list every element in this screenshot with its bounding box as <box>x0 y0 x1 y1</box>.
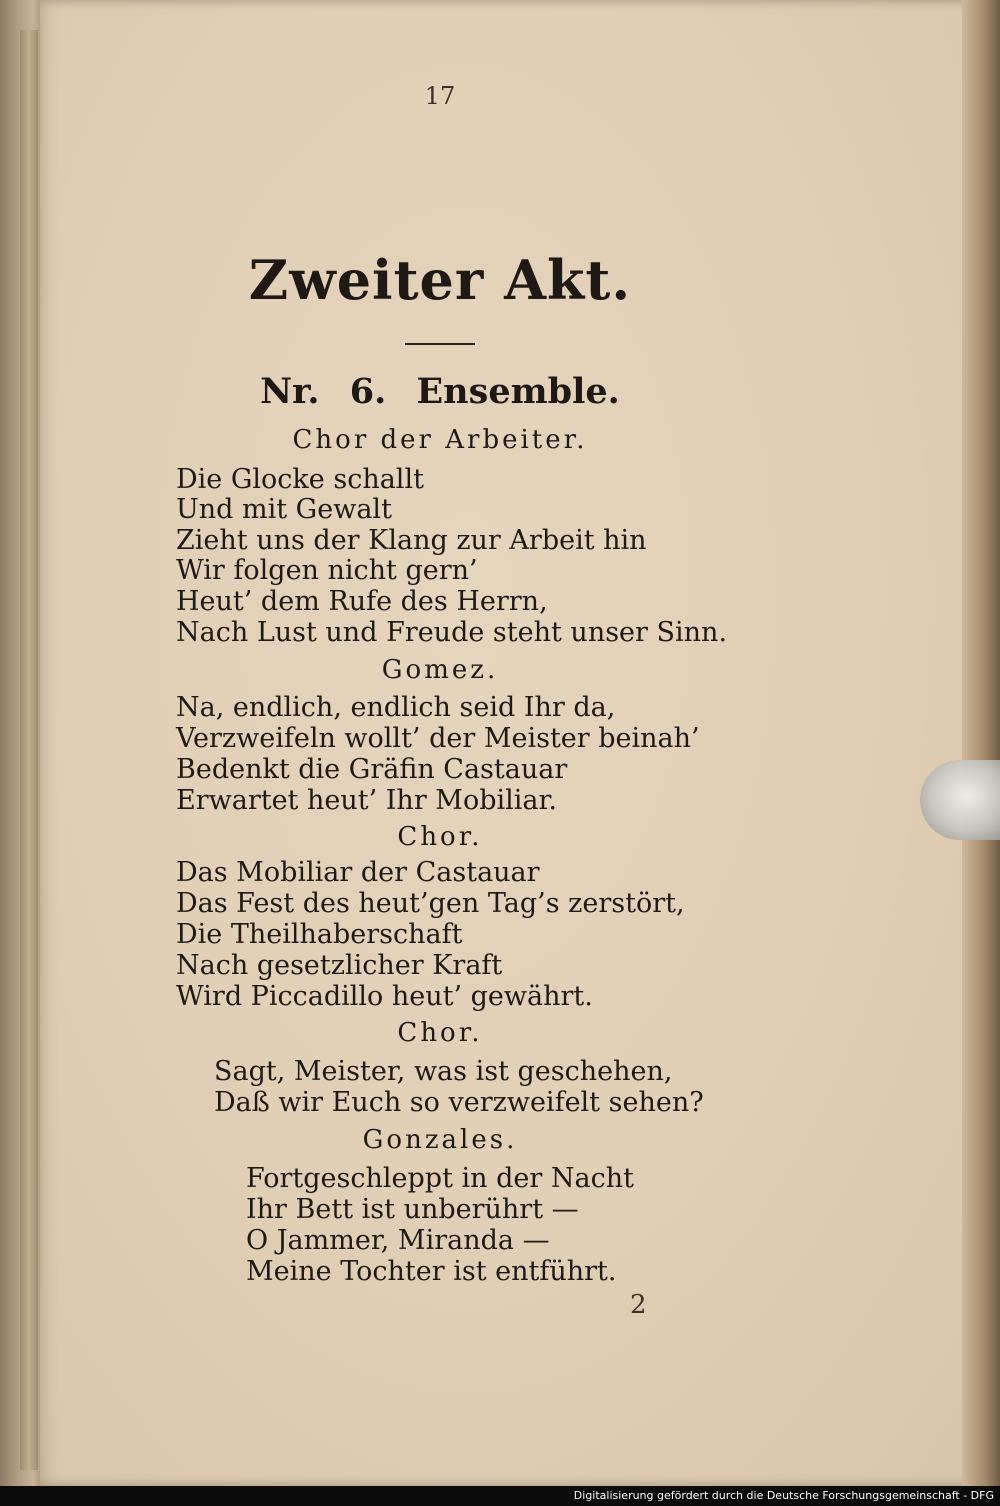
verse-line: Ihr Bett ist unberührt — <box>246 1194 579 1225</box>
verse-line: Na, endlich, endlich seid Ihr da, <box>176 692 616 723</box>
verse-line: Daß wir Euch so verzweifelt sehen? <box>214 1087 704 1118</box>
verse-line: Fortgeschleppt in der Nacht <box>246 1163 634 1194</box>
speaker-heading: Chor. <box>397 822 483 852</box>
verse-line: Wir folgen nicht gern’ <box>176 555 478 586</box>
verse-line: Zieht uns der Klang zur Arbeit hin <box>176 525 647 556</box>
signature-mark: 2 <box>630 1290 647 1320</box>
verse-line: Und mit Gewalt <box>176 494 392 525</box>
act-title: Zweiter Akt. <box>248 248 632 312</box>
verse-line: O Jammer, Miranda — <box>246 1225 550 1256</box>
speaker-heading: Gomez. <box>381 655 499 685</box>
number-title: Ensemble. <box>416 371 620 412</box>
verse-line: Bedenkt die Gräfin Castauar <box>176 754 568 785</box>
verse-line: Meine Tochter ist entführt. <box>246 1256 617 1287</box>
verse-line: Verzweifeln wollt’ der Meister beinah’ <box>176 723 700 754</box>
number-label: Nr. 6. <box>260 371 387 412</box>
page-number: 17 <box>424 82 456 110</box>
verse-line: Erwartet heut’ Ihr Mobiliar. <box>176 785 558 816</box>
verse-line: Das Mobiliar der Castauar <box>176 857 540 888</box>
verse-line: Heut’ dem Rufe des Herrn, <box>176 586 548 617</box>
speaker-heading: Chor der Arbeiter. <box>292 425 588 455</box>
verse-line: Sagt, Meister, was ist geschehen, <box>214 1056 673 1087</box>
verse-line: Wird Piccadillo heut’ gewährt. <box>176 981 593 1012</box>
footer-credit: Digitalisierung gefördert durch die Deutsche Forschungsgemeinschaft - DFG <box>573 1489 994 1502</box>
verse-line: Die Glocke schallt <box>176 464 424 495</box>
verse-line: Nach gesetzlicher Kraft <box>176 950 503 981</box>
speaker-heading: Gonzales. <box>362 1125 518 1155</box>
verse-line: Das Fest des heut’gen Tag’s zerstört, <box>176 888 685 919</box>
speaker-heading: Chor. <box>397 1018 483 1048</box>
verse-line: Nach Lust und Freude steht unser Sinn. <box>176 617 728 648</box>
verse-line: Die Theilhaberschaft <box>176 919 463 950</box>
